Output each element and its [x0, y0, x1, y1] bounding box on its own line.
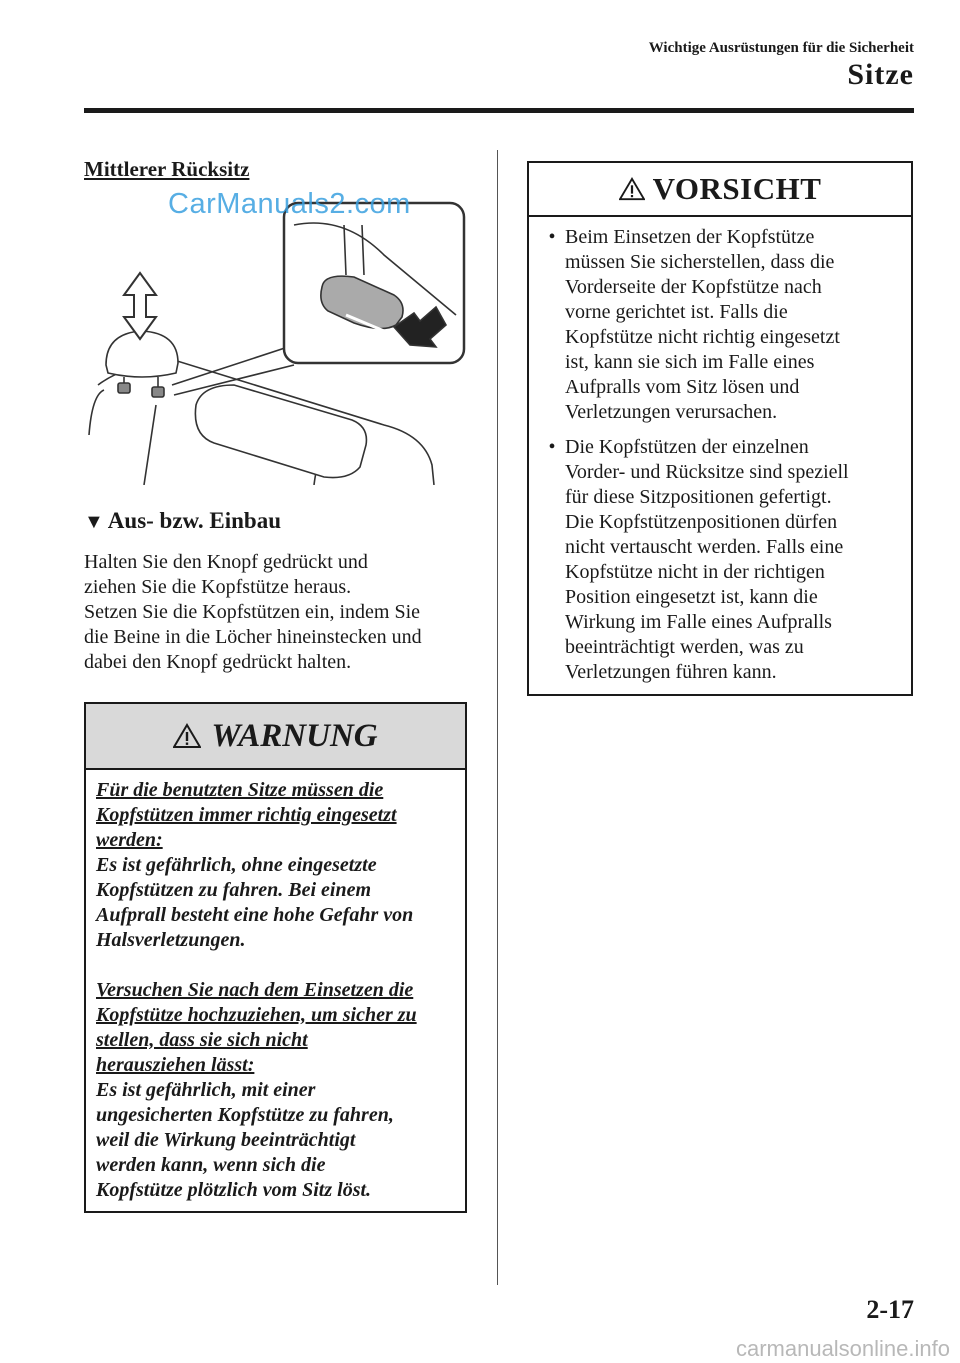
- watermark-text: CarManuals2.com: [168, 188, 411, 220]
- instructions-text: [84, 550, 484, 675]
- warning-text-line: Aufprall besteht eine hohe Gefahr von: [96, 904, 414, 926]
- text-line: Die Kopfstützen der einzelnen: [565, 436, 809, 458]
- text-line: Vorderseite der Kopfstütze nach: [565, 276, 822, 298]
- triangle-icon: ▼: [84, 511, 104, 533]
- text-line: Verletzungen führen kann.: [565, 661, 777, 683]
- warning-text-line: Kopfstütze plötzlich vom Sitz löst.: [96, 1179, 372, 1201]
- subsection-heading: [84, 508, 281, 534]
- text-line: vorne gerichtet ist. Falls die: [565, 301, 788, 323]
- text-line: Beim Einsetzen der Kopfstütze: [565, 226, 815, 248]
- warning-heading-line: herausziehen lässt:: [96, 1054, 255, 1076]
- header-rule: [84, 108, 914, 113]
- text-line: dabei den Knopf gedrückt halten.: [84, 651, 352, 673]
- warning-box: [84, 702, 467, 1213]
- warning-text-line: ungesicherten Kopfstütze zu fahren,: [96, 1104, 394, 1126]
- footer-watermark: carmanualsonline.info: [735, 1336, 950, 1361]
- caution-item: [539, 225, 899, 425]
- caution-item: [539, 435, 899, 685]
- caution-item-text: [565, 435, 899, 685]
- text-line: Verletzungen verursachen.: [565, 401, 778, 423]
- bullet-icon: •: [548, 436, 556, 458]
- warning-text-line: Kopfstützen zu fahren. Bei einem: [96, 879, 372, 901]
- caution-item-text: [565, 225, 899, 425]
- text-line: nicht vertauscht werden. Falls eine: [565, 536, 844, 558]
- warning-heading-line: Versuchen Sie nach dem Einsetzen die: [96, 979, 414, 1001]
- warning-text-line: werden kann, wenn sich die: [96, 1154, 326, 1176]
- warning-text-line: Halsverletzungen.: [96, 929, 246, 951]
- text-line: Die Kopfstützenpositionen dürfen: [565, 511, 838, 533]
- text-line: Aufpralls vom Sitz lösen und: [565, 376, 800, 398]
- warning-body: [86, 770, 465, 1203]
- section-title: Mittlerer Rücksitz: [84, 157, 250, 181]
- warning-header: [86, 704, 465, 770]
- caution-box: [527, 161, 913, 696]
- text-line: Setzen Sie die Kopfstützen ein, indem Sie: [84, 601, 421, 623]
- text-line: für diese Sitzpositionen gefertigt.: [565, 486, 832, 508]
- column-divider: [497, 150, 498, 1285]
- text-line: müssen Sie sicherstellen, dass die: [565, 251, 835, 273]
- text-line: Halten Sie den Knopf gedrückt und: [84, 551, 368, 573]
- caution-title: VORSICHT: [652, 171, 822, 206]
- caution-header: [529, 163, 911, 217]
- text-line: ist, kann sie sich im Falle eines: [565, 351, 815, 373]
- warning-heading-line: Kopfstütze hochzuziehen, um sicher zu: [96, 1004, 417, 1026]
- warning-triangle-icon: [173, 723, 201, 749]
- text-line: Kopfstütze nicht richtig eingesetzt: [565, 326, 840, 348]
- paragraph-gap: [96, 953, 455, 978]
- warning-text-line: weil die Wirkung beeinträchtigt: [96, 1129, 356, 1151]
- warning-heading-line: Kopfstützen immer richtig eingesetzt: [96, 804, 397, 826]
- warning-title: WARNUNG: [211, 717, 378, 754]
- warning-heading-line: werden:: [96, 829, 163, 851]
- section-subtitle: Wichtige Ausrüstungen für die Sicherheit: [648, 40, 914, 56]
- text-line: Wirkung im Falle eines Aufpralls: [565, 611, 832, 633]
- page-title: Sitze: [847, 58, 914, 91]
- headrest-illustration: [84, 195, 470, 485]
- warning-text-line: Es ist gefährlich, ohne eingesetzte: [96, 854, 377, 876]
- text-line: ziehen Sie die Kopfstütze heraus.: [84, 576, 352, 598]
- subsection-title: Aus- bzw. Einbau: [107, 508, 282, 533]
- text-line: die Beine in die Löcher hineinstecken und: [84, 626, 422, 648]
- text-line: Position eingesetzt ist, kann die: [565, 586, 818, 608]
- page-number: 2-17: [866, 1295, 914, 1324]
- caution-body: [529, 217, 911, 685]
- bullet-icon: •: [548, 226, 556, 248]
- caution-triangle-icon: [619, 177, 645, 201]
- warning-heading-line: Für die benutzten Sitze müssen die: [96, 779, 384, 801]
- text-line: Kopfstütze nicht in der richtigen: [565, 561, 825, 583]
- text-line: beeinträchtigt werden, was zu: [565, 636, 804, 658]
- text-line: Vorder- und Rücksitze sind speziell: [565, 461, 849, 483]
- warning-heading-line: stellen, dass sie sich nicht: [96, 1029, 308, 1051]
- warning-text-line: Es ist gefährlich, mit einer: [96, 1079, 316, 1101]
